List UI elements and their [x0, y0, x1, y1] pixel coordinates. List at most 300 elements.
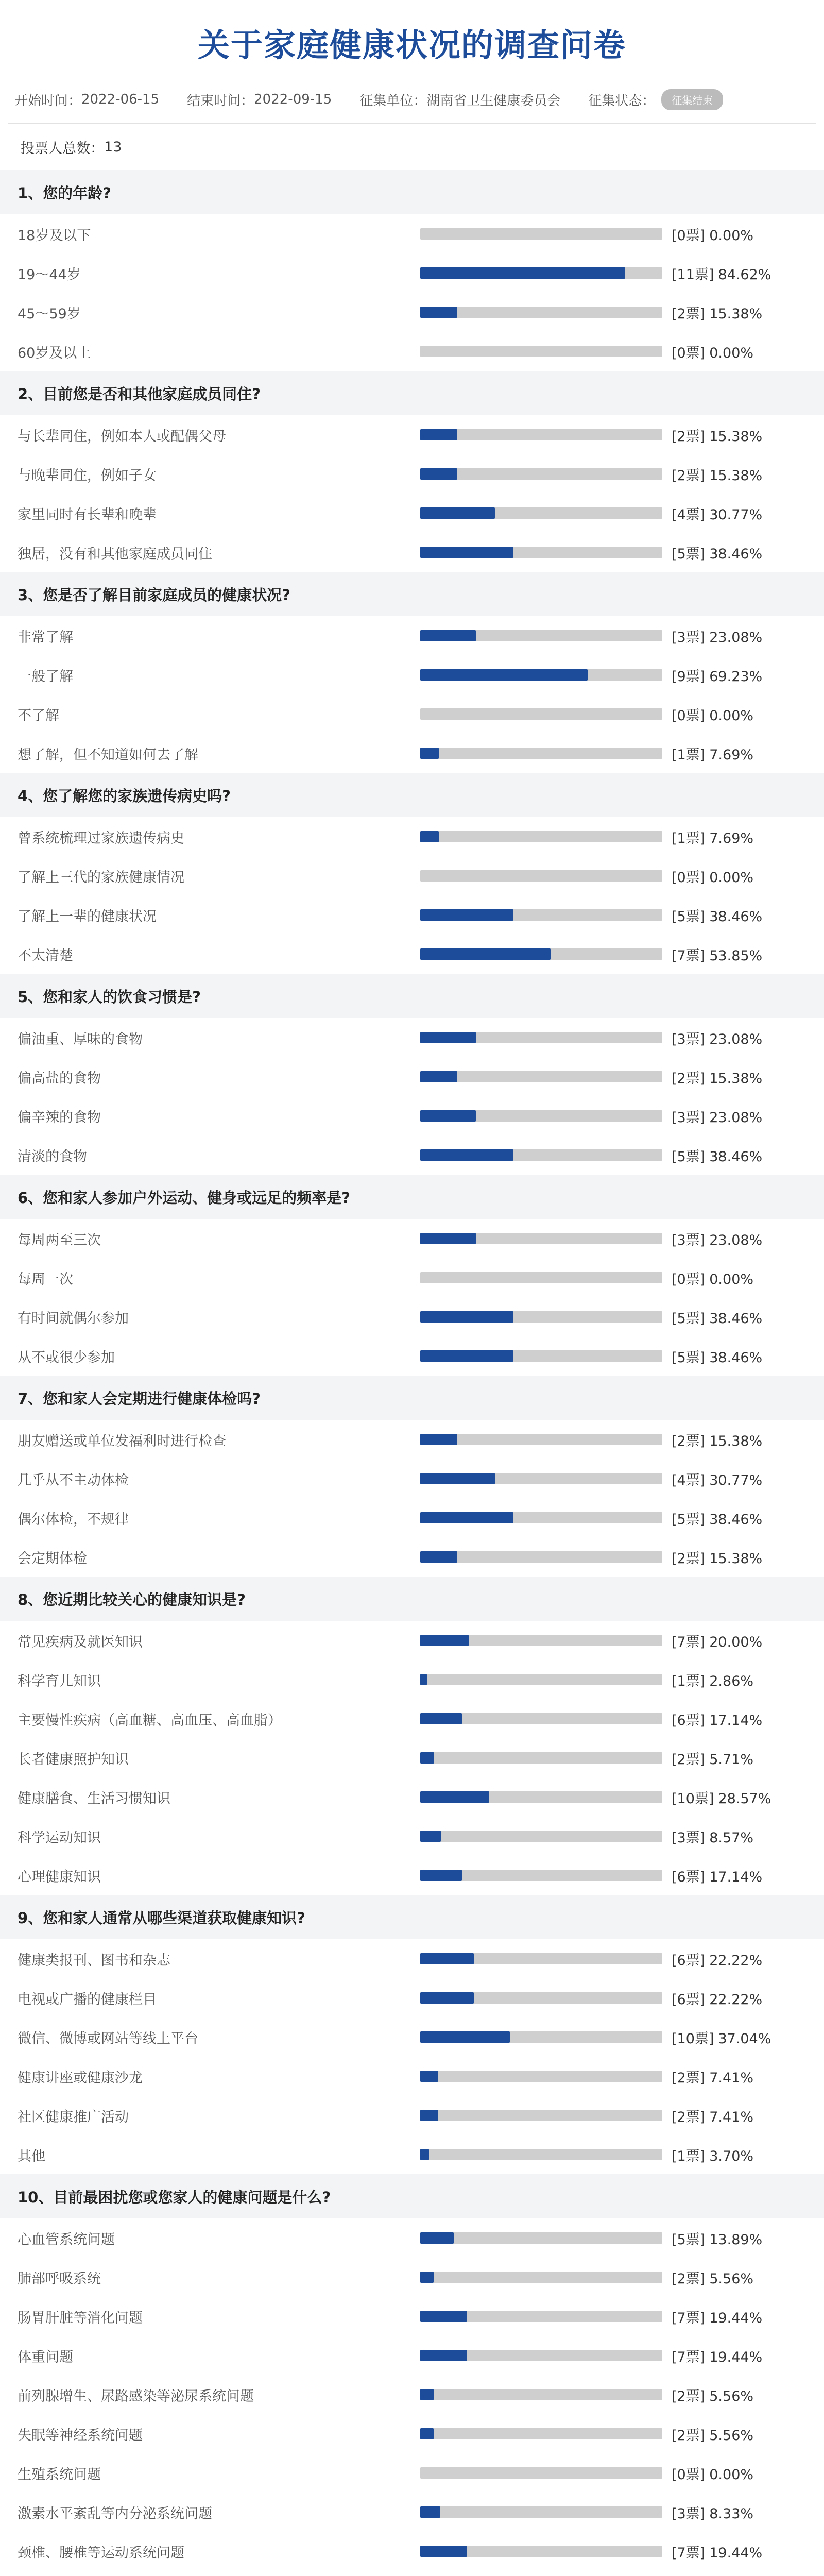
option-result [672, 2385, 753, 2405]
progress-fill [420, 1311, 513, 1323]
option-row [0, 1420, 824, 1459]
option-label: 体重问题 [18, 2349, 73, 2365]
vote-percentage: 38.46% [709, 1148, 763, 1165]
question-block [0, 1175, 824, 1376]
vote-percentage: 5.56% [709, 2270, 754, 2287]
organizer-label: 征集单位： [359, 93, 427, 109]
option-label: 肺部呼吸系统 [18, 2270, 101, 2287]
vote-count: [7票] [672, 1634, 706, 1650]
option-row [0, 1856, 824, 1895]
option-label: 偏辛辣的食物 [18, 1109, 101, 1126]
option-row [0, 2493, 824, 2532]
option-label: 电视或广播的健康栏目 [18, 1991, 157, 2008]
survey-meta [0, 76, 824, 123]
progress-bar [420, 2467, 662, 2479]
progress-bar [420, 1791, 662, 1803]
vote-count: [6票] [672, 1869, 706, 1885]
progress-bar [420, 748, 662, 759]
progress-bar [420, 267, 662, 279]
vote-percentage: 7.69% [709, 747, 754, 763]
vote-count: [7票] [672, 2310, 706, 2326]
progress-fill [420, 1434, 457, 1445]
option-result [672, 2267, 753, 2287]
option-label: 主要慢性疾病（高血糖、高血压、高血脂） [18, 1712, 282, 1728]
option-row [0, 2336, 824, 2375]
option-row [0, 1297, 824, 1336]
option-label: 生殖系统问题 [18, 2466, 101, 2483]
question-block [0, 170, 824, 371]
progress-bar [420, 1149, 662, 1161]
option-row [0, 2375, 824, 2414]
option-label: 心血管系统问题 [18, 2231, 115, 2248]
vote-count: [0票] [672, 227, 706, 244]
progress-bar [420, 468, 662, 480]
vote-percentage: 19.44% [709, 2310, 763, 2326]
progress-fill [420, 1992, 474, 2004]
option-result [672, 2307, 762, 2327]
question-title: 8、您近期比较关心的健康知识是? [0, 1577, 824, 1621]
option-row [0, 415, 824, 454]
progress-fill [420, 2311, 467, 2322]
progress-fill [420, 2506, 440, 2518]
vote-count: [7票] [672, 2545, 706, 2561]
end-time [187, 90, 332, 109]
progress-fill [420, 1953, 474, 1964]
progress-fill [420, 547, 513, 558]
vote-percentage: 69.23% [709, 668, 763, 685]
vote-percentage: 17.14% [709, 1712, 763, 1728]
vote-percentage: 15.38% [709, 428, 763, 445]
option-result [672, 263, 771, 283]
vote-percentage: 15.38% [709, 1070, 763, 1087]
option-row [0, 1777, 824, 1817]
vote-percentage: 15.38% [709, 1550, 763, 1567]
option-result [672, 1106, 762, 1126]
progress-bar [420, 1512, 662, 1523]
vote-count: [6票] [672, 1952, 706, 1969]
progress-fill [420, 267, 625, 279]
progress-bar [420, 1110, 662, 1122]
progress-fill [420, 2149, 429, 2160]
question-title: 1、您的年龄? [0, 170, 824, 214]
progress-bar [420, 1635, 662, 1646]
vote-percentage: 7.69% [709, 830, 754, 846]
question-block [0, 1895, 824, 2174]
option-row [0, 1057, 824, 1096]
option-result [672, 2106, 753, 2126]
option-result [672, 425, 762, 445]
progress-fill [420, 1791, 489, 1803]
option-result [672, 1547, 762, 1567]
option-label: 微信、微博或网站等线上平台 [18, 2030, 198, 2047]
progress-fill [420, 2110, 438, 2121]
vote-count: [5票] [672, 1349, 706, 1366]
option-result [672, 224, 753, 244]
start-time-label: 开始时间： [14, 93, 82, 109]
option-label: 非常了解 [18, 629, 73, 646]
progress-bar [420, 2428, 662, 2439]
vote-count: [10票] [672, 2030, 714, 2047]
progress-fill [420, 2071, 438, 2082]
option-row [0, 734, 824, 773]
progress-bar [420, 1831, 662, 1842]
option-row [0, 2135, 824, 2174]
progress-bar [420, 1032, 662, 1043]
question-title: 6、您和家人参加户外运动、健身或远足的频率是? [0, 1175, 824, 1219]
vote-percentage: 30.77% [709, 1472, 763, 1488]
option-label: 健康讲座或健康沙龙 [18, 2070, 143, 2086]
vote-percentage: 19.44% [709, 2349, 763, 2365]
progress-fill [420, 1473, 495, 1484]
option-result [672, 1346, 762, 1366]
progress-bar [420, 2311, 662, 2322]
progress-fill [420, 1032, 476, 1043]
voter-count-label: 投票人总数： [21, 140, 104, 157]
option-label: 会定期体检 [18, 1550, 87, 1567]
page-title: 关于家庭健康状况的调查问卷 [197, 26, 626, 64]
vote-count: [2票] [672, 467, 706, 484]
vote-percentage: 8.57% [709, 1829, 754, 1846]
vote-count: [1票] [672, 747, 706, 763]
vote-count: [3票] [672, 2505, 706, 2522]
progress-bar [420, 1350, 662, 1362]
vote-count: [5票] [672, 1310, 706, 1327]
progress-bar [420, 1071, 662, 1082]
vote-count: [5票] [672, 2231, 706, 2248]
progress-bar [420, 2389, 662, 2400]
progress-bar [420, 669, 662, 681]
option-label: 几乎从不主动体检 [18, 1472, 129, 1488]
option-label: 颈椎、腰椎等运动系统问题 [18, 2545, 184, 2561]
vote-count: [2票] [672, 2109, 706, 2125]
vote-percentage: 38.46% [709, 1349, 763, 1366]
option-label: 心理健康知识 [18, 1869, 101, 1885]
progress-bar [420, 2272, 662, 2283]
option-result [672, 1229, 762, 1249]
vote-count: [7票] [672, 947, 706, 964]
progress-fill [420, 429, 457, 440]
option-label: 一般了解 [18, 668, 73, 685]
option-label: 前列腺增生、尿路感染等泌尿系统问题 [18, 2388, 254, 2404]
vote-percentage: 23.08% [709, 629, 763, 646]
option-label: 与晚辈同住，例如子女 [18, 467, 157, 484]
vote-percentage: 0.00% [709, 345, 754, 361]
option-result [672, 1508, 762, 1528]
vote-percentage: 5.56% [709, 2427, 754, 2444]
option-label: 每周两至三次 [18, 1232, 101, 1248]
option-result [672, 1028, 762, 1048]
progress-bar [420, 1551, 662, 1563]
progress-bar [420, 2031, 662, 2043]
option-label: 每周一次 [18, 1271, 73, 1287]
option-row [0, 214, 824, 253]
vote-percentage: 19.44% [709, 2545, 763, 2561]
option-row [0, 253, 824, 293]
vote-count: [10票] [672, 1790, 714, 1807]
option-row [0, 817, 824, 856]
option-label: 从不或很少参加 [18, 1349, 115, 1366]
vote-percentage: 0.00% [709, 707, 754, 724]
progress-fill [420, 1831, 441, 1842]
option-row [0, 2096, 824, 2135]
vote-count: [3票] [672, 629, 706, 646]
vote-count: [7票] [672, 2349, 706, 2365]
option-row [0, 1621, 824, 1660]
vote-count: [0票] [672, 1271, 706, 1287]
status-label: 征集状态： [588, 93, 656, 109]
option-row [0, 332, 824, 371]
progress-bar [420, 1870, 662, 1881]
progress-bar [420, 2546, 662, 2557]
option-result [672, 827, 753, 847]
option-result [672, 2228, 762, 2248]
organizer-value: 湖南省卫生健康委员会 [426, 93, 561, 109]
option-row [0, 2218, 824, 2258]
option-label: 朋友赠送或单位发福利时进行检查 [18, 1433, 226, 1449]
progress-fill [420, 1674, 427, 1685]
progress-bar [420, 2110, 662, 2121]
option-label: 科学育儿知识 [18, 1673, 101, 1689]
option-result [672, 743, 753, 764]
vote-percentage: 0.00% [709, 227, 754, 244]
vote-count: [2票] [672, 1070, 706, 1087]
question-block [0, 371, 824, 572]
option-result [672, 944, 762, 964]
progress-fill [420, 1110, 476, 1122]
option-label: 激素水平紊乱等内分泌系统问题 [18, 2505, 212, 2522]
option-row [0, 1018, 824, 1057]
progress-fill [420, 507, 495, 519]
vote-count: [2票] [672, 1550, 706, 1567]
option-row [0, 1738, 824, 1777]
progress-fill [420, 831, 439, 842]
option-row [0, 2532, 824, 2571]
vote-percentage: 20.00% [709, 1634, 763, 1650]
progress-bar [420, 1953, 662, 1964]
status-badge: 征集结束 [661, 89, 723, 110]
option-result [672, 503, 762, 523]
vote-count: [4票] [672, 1472, 706, 1488]
option-result [672, 905, 762, 925]
vote-percentage: 2.86% [709, 1673, 754, 1689]
option-label: 偶尔体检，不规律 [18, 1511, 129, 1528]
progress-fill [420, 1512, 513, 1523]
option-result [672, 2541, 762, 2562]
progress-fill [420, 909, 513, 921]
option-result [672, 464, 762, 484]
option-result [672, 302, 762, 323]
option-label: 与长辈同住，例如本人或配偶父母 [18, 428, 226, 445]
vote-percentage: 0.00% [709, 1271, 754, 1287]
option-row [0, 533, 824, 572]
progress-bar [420, 2232, 662, 2244]
vote-percentage: 3.70% [709, 2148, 754, 2164]
progress-fill [420, 669, 588, 681]
end-time-label: 结束时间： [187, 93, 254, 109]
vote-count: [2票] [672, 1433, 706, 1449]
vote-percentage: 7.41% [709, 2070, 754, 2086]
progress-bar [420, 2071, 662, 2082]
option-row [0, 2571, 824, 2576]
vote-percentage: 28.57% [718, 1790, 771, 1807]
progress-fill [420, 307, 457, 318]
option-result [672, 2066, 753, 2087]
progress-fill [420, 1071, 457, 1082]
progress-fill [420, 1551, 457, 1563]
option-row [0, 1459, 824, 1498]
vote-percentage: 84.62% [718, 266, 771, 283]
option-row [0, 1219, 824, 1258]
option-label: 19～44岁 [18, 266, 81, 283]
option-label: 想了解，但不知道如何去了解 [18, 747, 198, 763]
vote-percentage: 23.08% [709, 1109, 763, 1126]
progress-bar [420, 346, 662, 357]
option-result [672, 2346, 762, 2366]
vote-count: [11票] [672, 266, 714, 283]
option-label: 不了解 [18, 707, 59, 724]
option-row [0, 2297, 824, 2336]
vote-percentage: 38.46% [709, 908, 763, 925]
vote-count: [2票] [672, 1751, 706, 1768]
option-row [0, 935, 824, 974]
option-label: 长者健康照护知识 [18, 1751, 129, 1768]
option-result [672, 1670, 753, 1690]
status [588, 89, 723, 110]
progress-fill [420, 2389, 434, 2400]
vote-count: [2票] [672, 428, 706, 445]
vote-percentage: 53.85% [709, 947, 763, 964]
progress-bar [420, 1272, 662, 1283]
option-row [0, 1660, 824, 1699]
progress-bar [420, 1233, 662, 1244]
option-row [0, 1336, 824, 1376]
question-block [0, 1577, 824, 1895]
option-row [0, 895, 824, 935]
option-row [0, 1498, 824, 1537]
progress-bar [420, 708, 662, 720]
option-result [672, 1631, 762, 1651]
vote-count: [5票] [672, 1148, 706, 1165]
progress-bar [420, 1311, 662, 1323]
vote-count: [2票] [672, 2427, 706, 2444]
vote-count: [4票] [672, 506, 706, 523]
progress-bar [420, 507, 662, 519]
progress-fill [420, 2232, 454, 2244]
progress-bar [420, 429, 662, 440]
progress-fill [420, 1233, 476, 1244]
option-result [672, 665, 762, 685]
vote-percentage: 38.46% [709, 1511, 763, 1528]
option-result [672, 1709, 762, 1729]
vote-percentage: 38.46% [709, 1310, 763, 1327]
option-result [672, 1430, 762, 1450]
vote-count: [3票] [672, 1031, 706, 1047]
option-result [672, 2424, 753, 2444]
option-row [0, 1258, 824, 1297]
vote-percentage: 37.04% [718, 2030, 771, 2047]
option-label: 18岁及以下 [18, 227, 91, 244]
progress-bar [420, 870, 662, 882]
option-result [672, 2145, 753, 2165]
vote-count: [5票] [672, 1511, 706, 1528]
vote-percentage: 23.08% [709, 1031, 763, 1047]
option-row [0, 2057, 824, 2096]
progress-bar [420, 630, 662, 641]
vote-percentage: 13.89% [709, 2231, 763, 2248]
option-label: 独居，没有和其他家庭成员同住 [18, 546, 212, 562]
option-row [0, 856, 824, 895]
progress-fill [420, 1149, 513, 1161]
vote-percentage: 15.38% [709, 467, 763, 484]
option-result [672, 1866, 762, 1886]
vote-percentage: 7.41% [709, 2109, 754, 2125]
option-result [672, 1748, 753, 1768]
question-title: 3、您是否了解目前家庭成员的健康状况? [0, 572, 824, 616]
progress-fill [420, 2428, 434, 2439]
question-title: 5、您和家人的饮食习惯是? [0, 974, 824, 1018]
question-title: 9、您和家人通常从哪些渠道获取健康知识? [0, 1895, 824, 1939]
option-label: 60岁及以上 [18, 345, 91, 361]
option-label: 健康膳食、生活习惯知识 [18, 1790, 170, 1807]
vote-count: [9票] [672, 668, 706, 685]
option-label: 科学运动知识 [18, 1829, 101, 1846]
vote-count: [2票] [672, 2270, 706, 2287]
option-result [672, 866, 753, 886]
progress-bar [420, 1992, 662, 2004]
vote-count: [1票] [672, 2148, 706, 2164]
vote-count: [3票] [672, 1232, 706, 1248]
progress-bar [420, 2350, 662, 2361]
question-title: 10、目前最困扰您或您家人的健康问题是什么? [0, 2174, 824, 2218]
option-row [0, 2453, 824, 2493]
vote-count: [0票] [672, 345, 706, 361]
option-row [0, 655, 824, 694]
option-label: 45～59岁 [18, 306, 81, 322]
option-result [672, 1826, 753, 1846]
option-row [0, 293, 824, 332]
option-label: 偏高盐的食物 [18, 1070, 101, 1087]
question-list [0, 170, 824, 2576]
vote-count: [6票] [672, 1991, 706, 2008]
vote-count: [0票] [672, 707, 706, 724]
option-result [672, 1307, 762, 1327]
option-result [672, 1469, 762, 1489]
option-row [0, 1939, 824, 1978]
progress-bar [420, 2506, 662, 2518]
option-label: 其他 [18, 2148, 45, 2164]
option-result [672, 1268, 753, 1288]
option-row [0, 454, 824, 494]
progress-fill [420, 2272, 434, 2283]
progress-bar [420, 547, 662, 558]
option-result [672, 2502, 753, 2522]
progress-fill [420, 468, 457, 480]
vote-percentage: 30.77% [709, 506, 763, 523]
end-time-value: 2022-09-15 [254, 92, 332, 107]
option-label: 不太清楚 [18, 947, 73, 964]
option-row [0, 494, 824, 533]
option-result [672, 1145, 762, 1165]
vote-count: [3票] [672, 1109, 706, 1126]
progress-fill [420, 2350, 467, 2361]
option-label: 健康类报刊、图书和杂志 [18, 1952, 170, 1969]
option-row [0, 2018, 824, 2057]
progress-fill [420, 1752, 434, 1764]
option-row [0, 694, 824, 734]
progress-bar [420, 2149, 662, 2160]
progress-bar [420, 1473, 662, 1484]
progress-bar [420, 1674, 662, 1685]
